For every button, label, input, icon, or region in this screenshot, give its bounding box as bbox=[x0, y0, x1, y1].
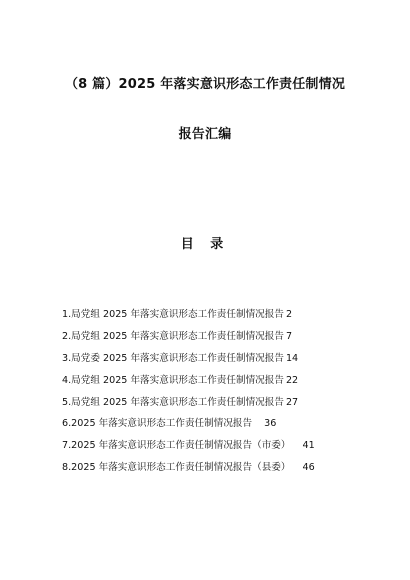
toc-item-5[interactable] bbox=[62, 392, 362, 414]
toc-item-page: 36 bbox=[264, 418, 277, 430]
toc-item-title: 7.2025 年落实意识形态工作责任制情况报告（市委） bbox=[62, 440, 291, 452]
toc-item-page: 46 bbox=[302, 462, 315, 474]
document-subtitle: 报告汇编 bbox=[178, 127, 232, 142]
toc-item-3[interactable] bbox=[62, 348, 362, 370]
toc-item-page: 7 bbox=[285, 330, 293, 342]
document-title: （8 篇）2025 年落实意识形态工作责任制情况 bbox=[64, 77, 346, 92]
toc-item-6[interactable] bbox=[62, 413, 362, 435]
toc-item-2[interactable] bbox=[62, 326, 362, 348]
toc-item-title: 1.局党组 2025 年落实意识形态工作责任制情况报告 bbox=[62, 309, 284, 320]
toc-item-title: 4.局党组 2025 年落实意识形态工作责任制情况报告 bbox=[62, 374, 284, 386]
toc-item-7[interactable] bbox=[62, 435, 362, 457]
toc-item-title: 2.局党组 2025 年落实意识形态工作责任制情况报告 bbox=[62, 330, 284, 342]
toc-item-page: 41 bbox=[302, 440, 315, 452]
toc-item-title: 6.2025 年落实意识形态工作责任制情况报告 bbox=[62, 418, 253, 430]
toc-item-title: 8.2025 年落实意识形态工作责任制情况报告（县委） bbox=[62, 462, 291, 474]
toc-item-4[interactable] bbox=[62, 370, 362, 392]
toc-item-page: 22 bbox=[285, 374, 299, 386]
toc-item-1[interactable] bbox=[62, 304, 362, 326]
toc-list bbox=[62, 304, 362, 479]
toc-item-title: 5.局党组 2025 年落实意识形态工作责任制情况报告 bbox=[62, 396, 284, 408]
toc-item-page: 27 bbox=[285, 396, 299, 408]
toc-heading: 目 录 bbox=[180, 237, 230, 252]
toc-item-8[interactable] bbox=[62, 457, 362, 479]
toc-item-page: 14 bbox=[285, 352, 299, 364]
toc-item-page: 2 bbox=[285, 309, 293, 320]
toc-item-title: 3.局党委 2025 年落实意识形态工作责任制情况报告 bbox=[62, 352, 284, 364]
